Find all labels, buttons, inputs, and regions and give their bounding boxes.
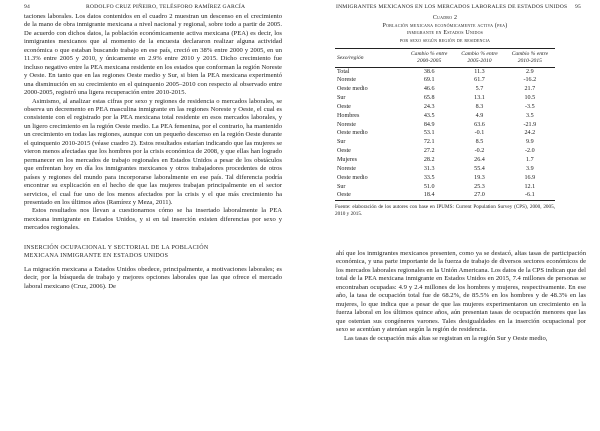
section-title-line: MEXICANA INMIGRANTE EN ESTADOS UNIDOS (24, 252, 169, 259)
cell-2000-2005: 33.5 (423, 174, 435, 181)
table-row (335, 147, 555, 156)
cell-2005-2010: 63.6 (474, 121, 485, 128)
column-header: Cambio % entre 2000-2005 (410, 51, 448, 64)
cell-2010-2015: -3.5 (525, 103, 535, 110)
paragraph: taciones laborales. Los datos contenidos en el cuadro 2 muestran un descenso en el crecimiento de la mano de obra inmigrante mexicana a nivel nacional y regional, sobre todo a partir de 2005. De acuerdo con dichos datos, la población económicamente activa mexicana (PEA) es decir, los inmigrantes mexicanos que al momento de la encuesta declararon realizar alguna actividad económica o que estaban buscando trabajo en ese país, creció en 38% entre 2000 y 2005, en un 11.3% entre 2005 y 2010, y únicamente en 2.9% entre 2010 y 2015. Dicho crecimiento fue incluso negativo entre la PEA mexicana residente en los estados que conforman la región Noreste y Oeste. En tanto que en las regiones Oeste medio y Sur, si bien la PEA mexicana experimentó una disminución en su crecimiento en el quinquenio 2005–2010 con respecto al observado entre 2000-2005, registró una ligera recuperación entre 2010-2015. (24, 13, 282, 97)
cell-2010-2015: -21.9 (523, 121, 537, 128)
cell-2005-2010: 4.9 (475, 112, 484, 119)
table-body (335, 67, 555, 201)
cell-2005-2010: 13.1 (474, 95, 485, 102)
page-number: 94 (24, 4, 30, 10)
paragraph: ahí que los inmigrantes mexicanos presenten, como ya se destacó, altas tasas de participación económica, y una parte importante de la fuerza de trabajo de diversos sectores económicos de los mercados laborales regionales en la Unión Americana. Los datos de la CPS indican que del total de la PEA mexicana inmigrante en Estados Unidos en 2015, 7.4 millones de personas se encontraban ocupadas: 4.9 y 2.4 millones de los hombres y mujeres, respectivamente. En ese año, la tasa de ocupación total fue de 68.2%, de 85.5% en los hombres y de 48.3% en las mujeres, lo que indica que a pesar de que las mujeres experimentaron un crecimiento en la fuerza laboral en los últimos quince años, aún presentan tasas de ocupación menores que las que ostentan sus congéneres varones. Tales desigualdades en la inserción ocupacional por sexo se acentúan y atenúan según la región de residencia. (336, 250, 586, 334)
table-title-line: inmigrante en Estados Unidos (406, 30, 484, 37)
cell-2005-2010: 11.3 (474, 68, 485, 75)
table-row (335, 67, 555, 76)
table-row (335, 76, 555, 85)
cell-2010-2015: 3.9 (526, 165, 534, 172)
row-label: Oeste (337, 103, 351, 110)
cell-2005-2010: 55.4 (474, 165, 485, 172)
cell-2010-2015: 21.7 (524, 86, 536, 93)
table-block (335, 15, 555, 217)
row-label: Oeste medio (337, 174, 368, 181)
table-row (335, 121, 555, 130)
row-label: Hombres (337, 112, 360, 119)
cell-2005-2010: 61.7 (474, 77, 485, 84)
row-label: Sur (337, 183, 346, 190)
cell-2005-2010: 8.5 (475, 139, 484, 146)
table-row (335, 103, 555, 112)
paragraph: La migración mexicana a Estados Unidos obedece, principalmente, a motivaciones laborales; es decir, por la búsqueda de trabajo y mejores opciones laborales que las que ofrece el mercado laboral mexicano (Cruz, 2006). De (24, 265, 282, 290)
table-row (335, 85, 555, 94)
cell-2005-2010: 27.0 (474, 192, 485, 199)
section-title-line: INSERCIÓN OCUPACIONAL Y SECTORIAL DE LA POBLACIÓN (24, 244, 209, 251)
cell-2010-2015: -2.0 (525, 148, 535, 155)
row-label: Sur (337, 95, 346, 102)
table-row (335, 165, 555, 174)
table-caption (335, 15, 555, 45)
cell-2005-2010: 5.7 (475, 86, 484, 93)
cell-2000-2005: 43.5 (423, 112, 435, 119)
column-header: Cambio % entre 2005-2010 (461, 51, 498, 64)
right-body-text (336, 250, 586, 343)
section-title (24, 244, 282, 260)
page-number: 95 (575, 4, 581, 10)
paragraph: Asimismo, al analizar estas cifras por sexo y regiones de residencia o mercados laborales, se observa un decremento en PEA masculina inmigrante en las regiones Noreste y Oeste, el cual es consistente con el registrado por la PEA mexicana total residente en esos mercados laborales, y un ligero crecimiento en la región Oeste medio. La PEA femenina, por el contrario, ha mantenido un crecimiento en todas las regiones, aunque con un pequeño descenso en la región Oeste durante el quinquenio 2010-2015 (véase cuadro 2). Estos resultados estarían indicando que las mujeres se vieron menos afectadas que los hombres por la crisis económica de 2008, y que ellas han logrado permanecer en los mercados de trabajo regionales en Estados Unidos a pesar de los obstáculos que enfrentan hoy en día los inmigrantes mexicanos y otros trabajadores procedentes de otros países y regiones del mundo para incorporarse laboralmente en ese país. Tal diferencia podría encontrar su explicación en el hecho de que las mujeres trabajan principalmente en el sector servicios, el cual fue uno de los menos afectados por la crisis y el que más crecimiento ha presentado en los últimos años (Ramírez y Meza, 2011). (24, 97, 282, 206)
column-header: Sexo/región (337, 54, 364, 61)
cell-2010-2015: 24.2 (524, 130, 536, 137)
table-row (335, 156, 555, 165)
cell-2000-2005: 51.0 (423, 183, 435, 190)
cell-2010-2015: 16.9 (524, 174, 536, 181)
row-label: Total (337, 68, 350, 75)
cell-2000-2005: 38.6 (423, 68, 435, 75)
cell-2000-2005: 46.6 (423, 86, 435, 93)
table-row (335, 191, 555, 200)
row-label: Noreste (337, 165, 356, 172)
cell-2010-2015: 10.5 (524, 95, 536, 102)
row-label: Oeste (337, 148, 351, 155)
table-number: Cuadro 2 (432, 15, 458, 21)
right-page (300, 0, 600, 431)
cell-2000-2005: 18.4 (423, 192, 435, 199)
cell-2010-2015: 12.1 (524, 183, 536, 190)
cell-2005-2010: 19.3 (474, 174, 485, 181)
cell-2000-2005: 69.1 (423, 77, 435, 84)
data-table (335, 48, 555, 201)
table-row (335, 138, 555, 147)
table-title-line: Población mexicana económicamente activa (pea) (382, 22, 508, 29)
cell-2000-2005: 53.1 (423, 130, 435, 137)
row-label: Oeste medio (337, 86, 368, 93)
cell-2010-2015: -16.2 (523, 77, 537, 84)
table-row (335, 174, 555, 183)
table-source-note: Fuente: elaboración de los autores con base en IPUMS: Current Population Survey (CPS), 2000, 2005, 2010 y 2015. (335, 204, 555, 217)
cell-2000-2005: 28.2 (423, 157, 435, 163)
table-row (335, 112, 555, 121)
cell-2010-2015: 9.9 (526, 139, 534, 146)
cell-2010-2015: -6.1 (525, 192, 535, 199)
cell-2000-2005: 31.3 (423, 165, 435, 172)
cell-2000-2005: 72.1 (423, 139, 435, 146)
cell-2010-2015: 3.5 (526, 112, 534, 119)
cell-2000-2005: 24.3 (423, 103, 435, 110)
table-title-line: por sexo según región de residencia (399, 37, 491, 44)
cell-2005-2010: 26.4 (474, 157, 485, 163)
row-label: Oeste medio (337, 130, 368, 137)
cell-2000-2005: 84.9 (423, 121, 435, 128)
table-header-row (335, 49, 555, 67)
table-row (335, 129, 555, 138)
cell-2000-2005: 27.2 (423, 148, 435, 155)
row-label: Sur (337, 139, 346, 146)
paragraph: Estos resultados nos llevan a cuestionarnos cómo se ha insertado laboralmente la PEA mexicana inmigrante en Estados Unidos, y si en tal inserción existen diferencias por sexo y mercados regionales. (24, 207, 282, 232)
running-head: RODOLFO CRUZ PIÑEIRO, TELÉSFORO RAMÍREZ GARCÍA (86, 4, 246, 10)
paragraph: Las tasas de ocupación más altas se registran en la región Sur y Oeste medio, (344, 334, 548, 342)
row-label: Noreste (337, 121, 356, 128)
cell-2010-2015: 1.7 (526, 157, 534, 163)
row-label: Noreste (337, 77, 356, 84)
cell-2005-2010: 25.3 (474, 183, 485, 190)
running-head: INMIGRANTES MEXICANOS EN LOS MERCADOS LABORALES DE ESTADOS UNIDOS (336, 4, 568, 10)
cell-2005-2010: -0.1 (474, 130, 485, 137)
left-body-text (24, 13, 282, 291)
cell-2005-2010: 8.3 (475, 103, 484, 110)
cell-2000-2005: 65.8 (423, 95, 435, 102)
row-label: Mujeres (337, 157, 357, 163)
table-row (335, 94, 555, 103)
column-header: Cambio % entre 2010-2015 (511, 51, 549, 64)
table-row (335, 183, 555, 192)
cell-2005-2010: -0.2 (474, 148, 485, 155)
row-label: Oeste (337, 192, 351, 199)
cell-2010-2015: 2.9 (526, 68, 534, 75)
